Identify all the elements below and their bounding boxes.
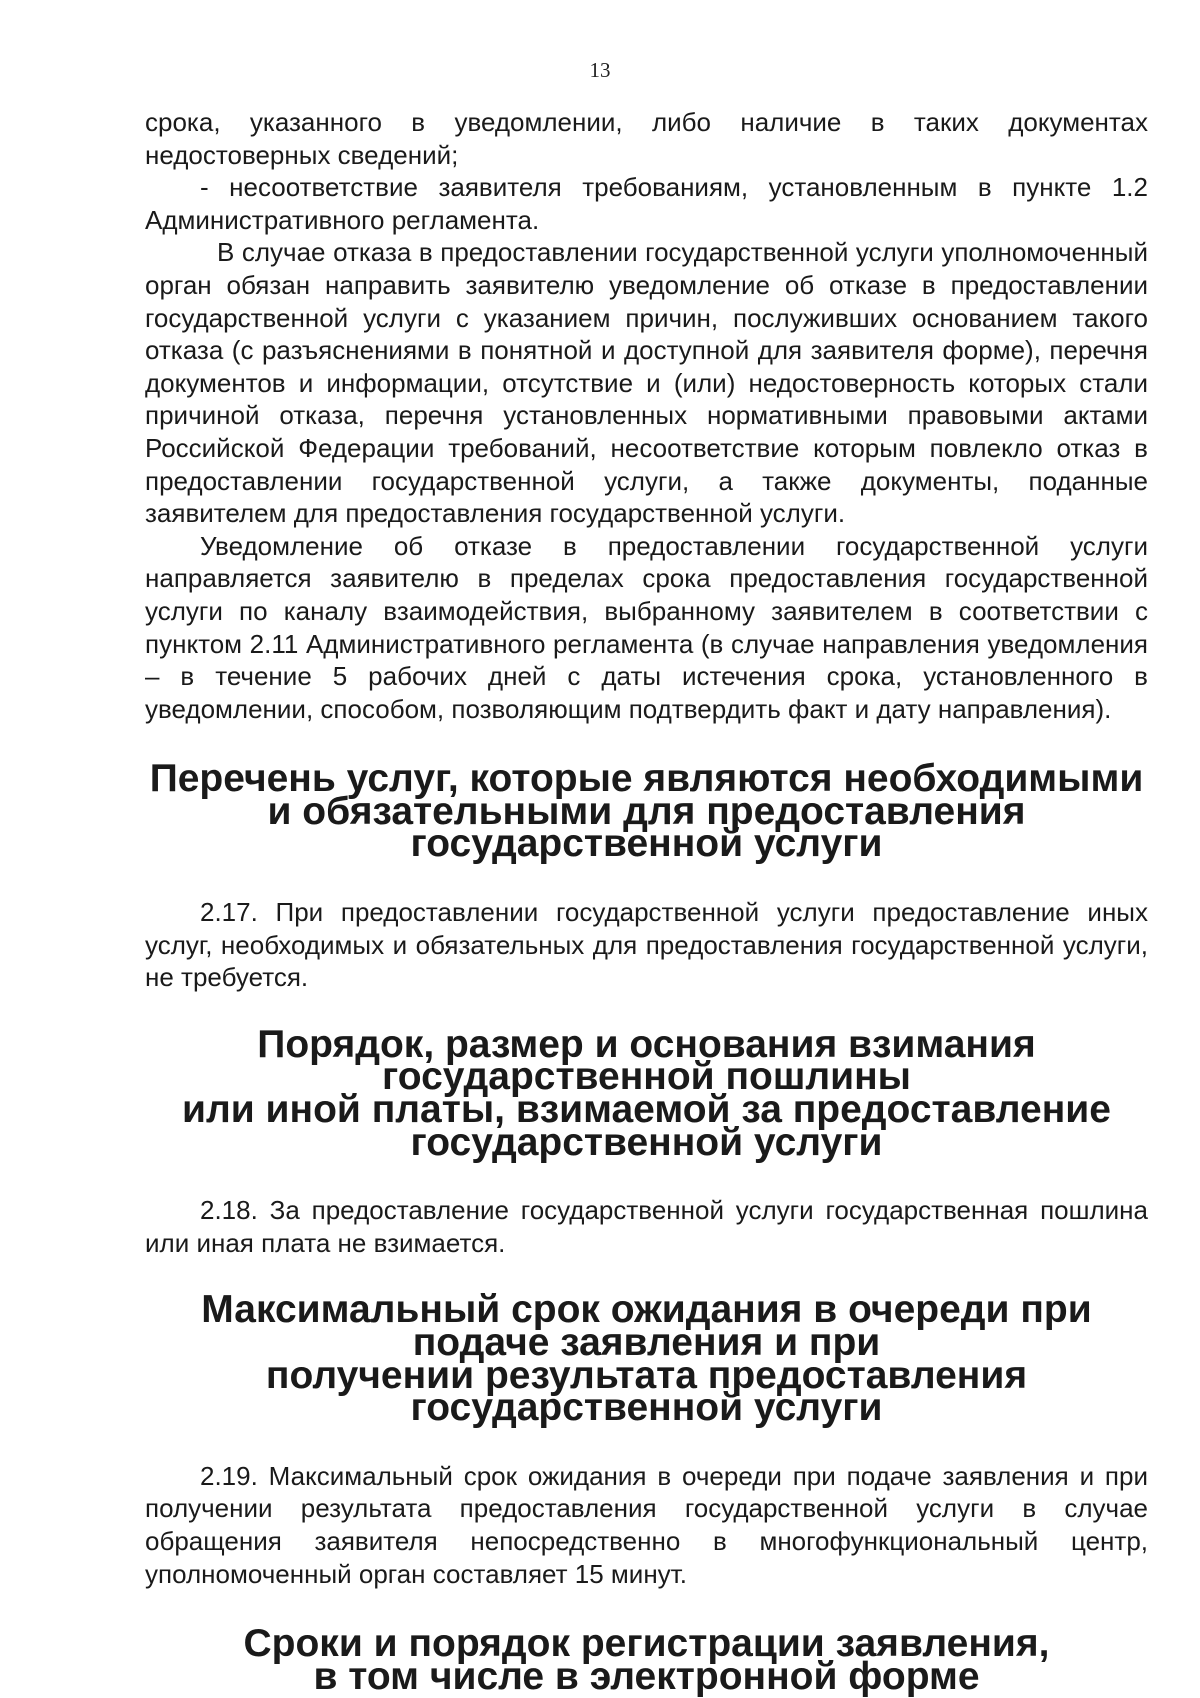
paragraph-2-19: 2.19. Максимальный срок ожидания в очереди при подаче заявления и при получении результата предоставления государственной услуги в случае обращения заявителя непосредственно в многофункциональный центр, уполномоченный орган составляет 15 минут.: [145, 1460, 1148, 1589]
heading-line: государственной услуги: [410, 1120, 883, 1164]
document-body: [145, 106, 1148, 1698]
heading-line: получении результата предоставления государственной услуги: [265, 1353, 1028, 1430]
heading-line: или иной платы, взимаемой за предоставление: [182, 1088, 1111, 1132]
paragraph-2-18: 2.18. За предоставление государственной услуги государственная пошлина или иная плата не взимается.: [145, 1195, 1148, 1258]
page-number: 13: [589, 58, 611, 82]
heading-line: и обязательными для предоставления государственной услуги: [267, 789, 1026, 866]
paragraph-notice-delivery: Уведомление об отказе в предоставлении государственной услуги направляется заявителю в пределах срока предоставления государственной услуги по каналу взаимодействия, выбранному заявителем в соответствии с пунктом 2.11 Административного регламента (в случае направления уведомления – в течение 5 рабочих дней с даты истечения срока, установленного в уведомлении, способом, позволяющим подтвердить факт и дату направления).: [145, 530, 1148, 724]
heading-line: в том числе в электронной форме: [313, 1654, 980, 1698]
paragraph-2-17: 2.17. При предоставлении государственной услуги предоставление иных услуг, необходимых и обязательных для предоставления государственной услуги, не требуется.: [145, 897, 1148, 993]
heading-line: Перечень услуг, которые являются необходимыми: [149, 757, 1144, 801]
paragraph-refusal-notice: В случае отказа в предоставлении государственной услуги уполномоченный орган обязан направить заявителю уведомление об отказе в предоставлении государственной услуги с указанием причин, послуживших основанием такого отказа (с разъяснениями в понятной и доступной для заявителя форме), перечня документов и информации, отсутствие и (или) недостоверность которых стали причиной отказа, перечня установленных нормативными правовыми актами Российской Федерации требований, несоответствие которым повлекло отказ в предоставлении государственной услуги, а также документы, поданные заявителем для предоставления государственной услуги.: [145, 237, 1148, 529]
section-heading-state-fee: [145, 1022, 1148, 1164]
section-heading-registration: [145, 1622, 1148, 1698]
paragraph-continuation: срока, указанного в уведомлении, либо наличие в таких документах недостоверных сведений;: [145, 107, 1148, 170]
heading-line: Сроки и порядок регистрации заявления,: [243, 1622, 1050, 1666]
heading-line: Максимальный срок ожидания в очереди при подаче заявления и при: [201, 1288, 1092, 1364]
heading-line: Порядок, размер и основания взимания государственной пошлины: [257, 1022, 1036, 1099]
section-heading-queue-time: [145, 1288, 1148, 1430]
section-heading-required-services: [145, 757, 1148, 866]
paragraph-list-item: - несоответствие заявителя требованиям, установленным в пункте 1.2 Административного регламента.: [145, 172, 1148, 235]
